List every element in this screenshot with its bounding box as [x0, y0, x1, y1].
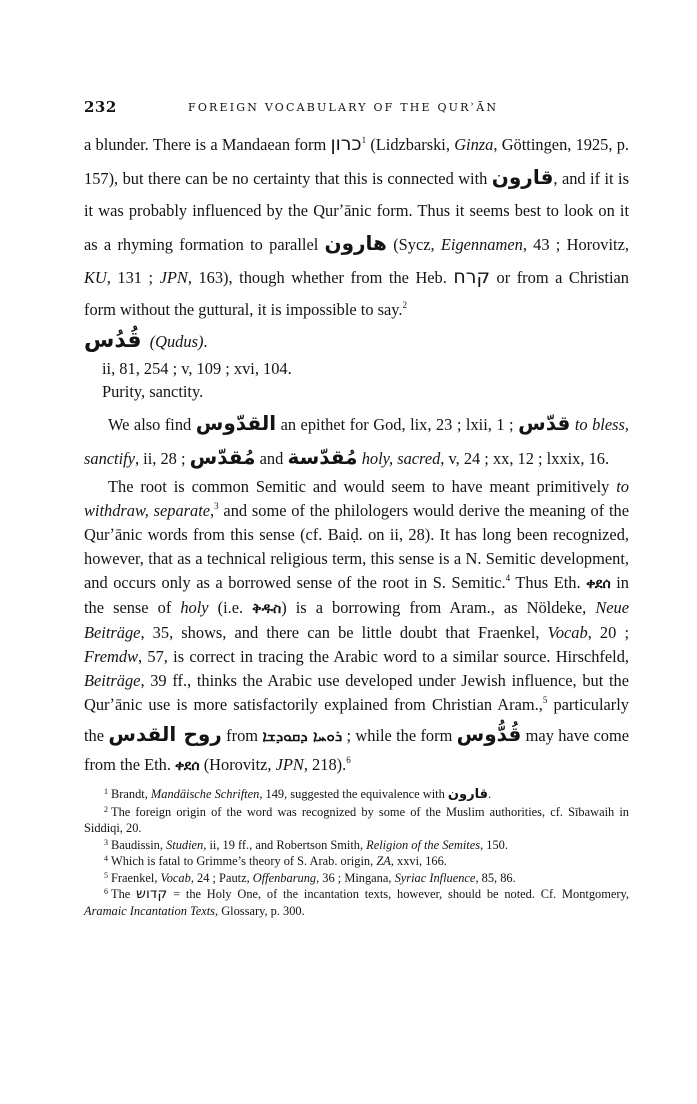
footnote-ref[interactable]: 3 — [214, 501, 219, 511]
entry-headword: قُدُس — [84, 328, 142, 353]
arabic-word: قدّس — [518, 411, 571, 435]
text-run: (Sycz, — [386, 235, 441, 254]
citation-title: Syriac Influence — [394, 870, 476, 885]
text-run: , 36 ; Mingana, — [316, 870, 395, 885]
citation-title: Vocab — [160, 870, 191, 885]
citation-title: JPN — [275, 755, 304, 774]
text-run: , 43 ; Horovitz, — [522, 235, 629, 254]
text-run: , 131 ; — [106, 268, 160, 287]
text-run: , Göttingen, 1925, p. 157), but there can be no certainty that this is connected with — [84, 135, 630, 188]
entry-meaning: Purity, sanctity. — [102, 382, 204, 401]
arabic-word: هارون — [324, 231, 387, 255]
citation-title: KU — [84, 268, 107, 287]
arabic-word: قارون — [491, 165, 554, 189]
arabic-word: مُقدّسة — [287, 445, 358, 469]
text-run: , ii, 19 ff., and Robertson Smith, — [203, 837, 367, 852]
text-run: , 163), though whether from the Heb. — [187, 268, 454, 287]
hebrew-word: קרח — [453, 266, 491, 288]
text-run: (Horovitz, — [199, 755, 276, 774]
text-run: ; while the form — [342, 726, 457, 745]
citation-title: Studien — [166, 837, 204, 852]
text-run: , Glossary, p. 300. — [215, 903, 305, 918]
footnote — [84, 886, 629, 919]
text-run: (Lidzbarski, — [366, 135, 455, 154]
citation-title: Neue Beiträge — [84, 598, 629, 642]
text-run: , 218). — [303, 755, 347, 774]
text-run: Fraenkel, — [111, 870, 161, 885]
text-run: , 39 ff., thinks the Arabic use developed under Jewish influence, but the Qurʼānic use is more satisfactorily explained from Christian Aram., — [84, 671, 629, 714]
text-run: The foreign origin of the word was recognized by some of the Muslim authorities, cf. Sībawaih in Siddiqi, 20. — [84, 804, 629, 835]
ethiopic-word: ቀደሰ — [586, 576, 611, 592]
citation-title: ZA — [376, 854, 391, 868]
citation-title: Vocab — [547, 623, 588, 642]
main-text — [84, 128, 629, 778]
citation-title: Beiträge — [84, 671, 141, 690]
entry-heading: قُدُس (Qudus). — [84, 328, 208, 353]
footnote-ref[interactable]: 6 — [346, 755, 351, 765]
citation-title: Religion of the Semites — [366, 837, 481, 852]
footnote — [84, 853, 629, 870]
gloss: holy — [180, 598, 209, 617]
page-number: 232 — [84, 98, 117, 116]
gloss: to bless, sanctify — [84, 415, 629, 468]
footnote — [84, 786, 629, 804]
text-run: , 150. — [480, 837, 508, 852]
text-run: , v, 24 ; xx, 12 ; lxxix, 16. — [440, 449, 610, 468]
text-run: The — [111, 887, 137, 901]
text-run: and some of the philologers would derive the meaning of the Qurʼānic words from this sense (cf. Baiḍ. on ii, 28). It has long been recognized, however, that as a technical religious term, this sense is a N. Semitic development, and occurs only as a borrowed sense of the root in S. Semitic. — [84, 501, 629, 592]
paragraph-qarun — [84, 128, 629, 326]
arabic-word: القدّوس — [195, 411, 277, 435]
text-run: particularly the — [84, 695, 629, 745]
text-run: and — [255, 449, 288, 468]
citation-title: Offenbarung — [252, 870, 317, 885]
entry-references: ii, 81, 254 ; v, 109 ; xvi, 104. — [102, 359, 292, 378]
text-run: a blunder. There is a Mandaean form — [84, 135, 331, 154]
text-run: . — [487, 787, 492, 801]
text-run: , 20 ; — [587, 623, 629, 642]
citation-title: Mandäische Schriften — [150, 787, 260, 801]
hebrew-word: כרון — [330, 133, 362, 155]
entry-transliteration: (Qudus) — [149, 332, 204, 351]
text-run: Baudissin, — [111, 837, 167, 852]
citation-title: Aramaic Incantation Texts — [84, 903, 216, 918]
text-run: , ii, 28 ; — [134, 449, 190, 468]
arabic-word: قارون — [447, 787, 488, 802]
text-run: Thus Eth. — [510, 573, 587, 592]
text-run: = the Holy One, of the incantation texts, however, should be noted. Cf. Montgomery, — [167, 887, 629, 901]
paragraph-root — [84, 475, 629, 778]
citation-title: JPN — [159, 268, 188, 287]
text-run: , 57, is correct in tracing the Arabic word to a similar source. Hirschfeld, — [138, 647, 629, 666]
footnote-ref[interactable]: 1 — [361, 135, 367, 145]
arabic-phrase: روح القدس — [108, 722, 222, 746]
text-run: , 85, 86. — [475, 870, 516, 885]
text-run: in the sense of — [84, 573, 630, 617]
paragraph-epithet — [84, 407, 629, 475]
text-run: , 35, shows, and there can be little doubt that Fraenkel, — [140, 623, 548, 642]
text-run: , — [210, 501, 215, 520]
text-run: or from a Christian form without the guttural, it is impossible to say. — [84, 268, 630, 319]
running-head: FOREIGN VOCABULARY OF THE QURʾĀN — [188, 101, 499, 114]
text-run: may have come from the Eth. — [84, 726, 629, 774]
text-run: , xxvi, 166. — [390, 854, 447, 868]
text-run: We also find — [108, 415, 196, 434]
footnote-ref[interactable]: 5 — [542, 695, 548, 705]
arabic-word: قُدُّوس — [456, 722, 522, 746]
text-run: an epithet for God, lix, 23 ; lxii, 1 ; — [276, 415, 519, 434]
page-header — [84, 98, 629, 128]
hebrew-word: קדוש — [136, 886, 168, 902]
footnote — [84, 870, 629, 887]
gloss: to withdraw, separate — [84, 477, 629, 520]
footnote — [84, 804, 629, 837]
citation-title: Fremdw — [84, 647, 139, 666]
footnote — [84, 837, 629, 854]
syriac-phrase: ܪܘܚܐ ܕܩܘܕܫܐ — [262, 727, 343, 745]
ethiopic-word: ቀደሰ — [175, 758, 200, 774]
footnote-mark: 3 — [104, 837, 108, 847]
citation-title: Ginza — [454, 135, 494, 154]
footnotes — [84, 786, 629, 919]
entry-details — [84, 357, 629, 403]
text-run: , 149, suggested the equivalence with — [259, 787, 448, 801]
footnote-mark: 2 — [104, 804, 108, 814]
text-run: (i.e. — [208, 598, 253, 617]
footnote-ref[interactable]: 4 — [505, 573, 511, 583]
text-run: from — [221, 726, 263, 745]
text-run: ) is a borrowing from Aram., as Nöldeke, — [281, 598, 596, 617]
arabic-word: مُقدّس — [189, 445, 256, 469]
footnote-mark: 4 — [104, 854, 108, 863]
footnote-mark: 5 — [104, 870, 108, 880]
text-run: , and if it is it was probably influenced by the Qurʼānic form. Thus it seems best to look on it as a rhyming formation to parallel — [84, 169, 629, 254]
footnote-mark: 1 — [104, 787, 108, 796]
footnote-mark: 6 — [104, 887, 108, 896]
ethiopic-word: ቅዱስ — [252, 601, 282, 617]
text-run: , 24 ; Pautz, — [190, 870, 253, 885]
text-run: Brandt, — [111, 787, 151, 801]
footnote-ref[interactable]: 2 — [402, 300, 408, 310]
text-run: Which is fatal to Grimme’s theory of S. Arab. origin, — [111, 854, 377, 868]
gloss: holy, sacred — [361, 449, 441, 468]
text-run: The root is common Semitic and would seem to have meant primitively — [108, 477, 617, 496]
citation-title: Eigennamen — [440, 235, 523, 254]
book-page — [84, 98, 629, 919]
